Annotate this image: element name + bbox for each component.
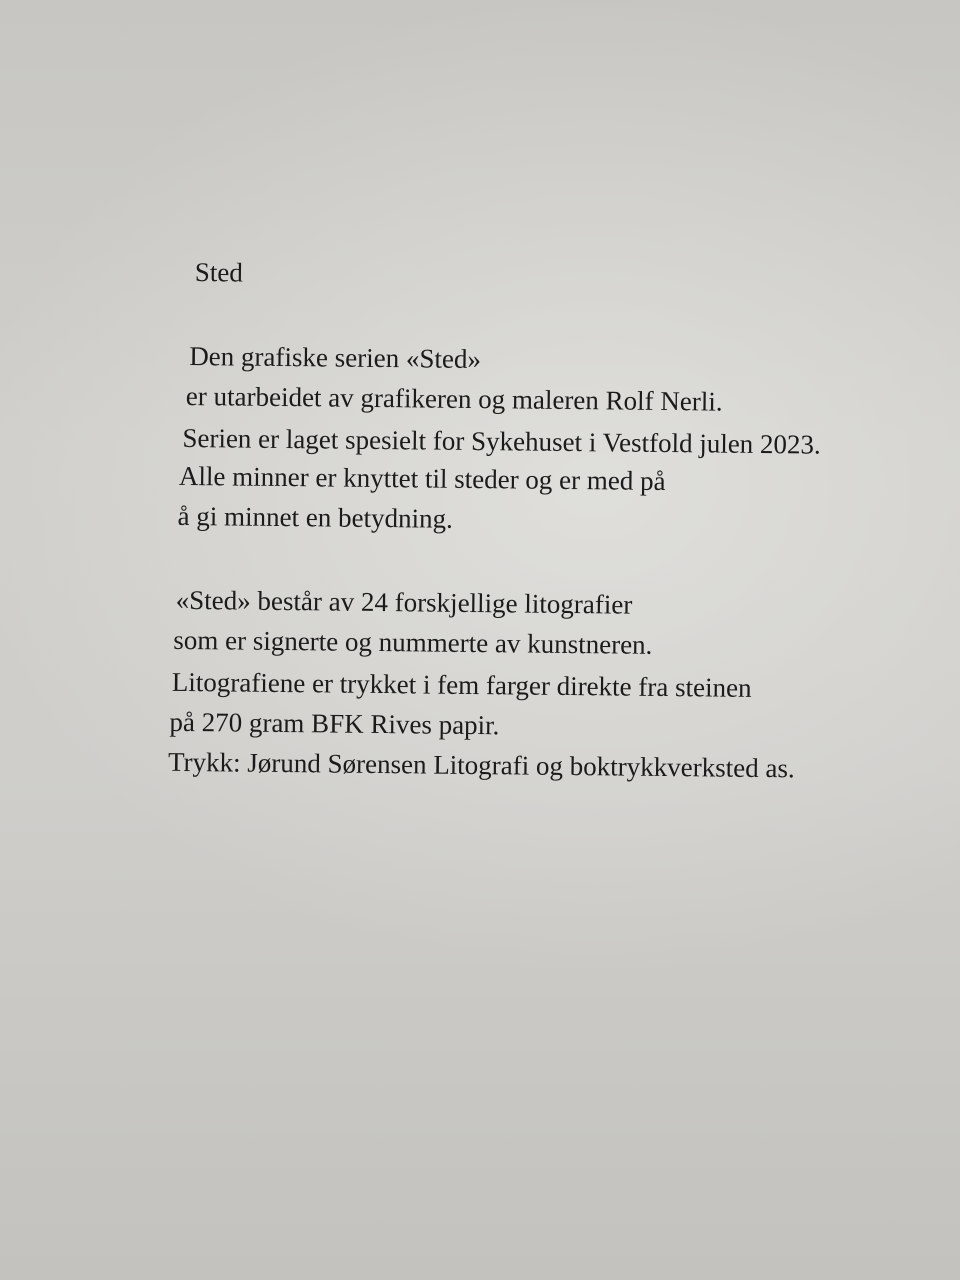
paragraph-2-line-4: på 270 gram BFK Rives papir. (169, 706, 500, 741)
page-title: Sted (194, 256, 243, 288)
paragraph-1-line-2: er utarbeidet av grafikeren og maleren Rolf Nerli. (185, 380, 723, 417)
paragraph-1-line-4: Alle minner er knyttet til steder og er med på (178, 460, 666, 496)
paragraph-1-line-5: å gi minnet en betydning. (177, 500, 453, 534)
paragraph-2-line-1: «Sted» består av 24 forskjellige litografier (175, 584, 633, 620)
paragraph-1-line-3: Serien er laget spesielt for Sykehuset i Vestfold julen 2023. (182, 422, 821, 460)
paragraph-1-line-1: Den grafiske serien «Sted» (189, 341, 482, 375)
paragraph-2-line-2: som er signerte og nummerte av kunstneren. (173, 624, 653, 660)
paragraph-2-line-3: Litografiene er trykket i fem farger direkte fra steinen (171, 666, 752, 703)
paragraph-2-line-5: Trykk: Jørund Sørensen Litografi og boktrykkverksted as. (167, 746, 795, 784)
